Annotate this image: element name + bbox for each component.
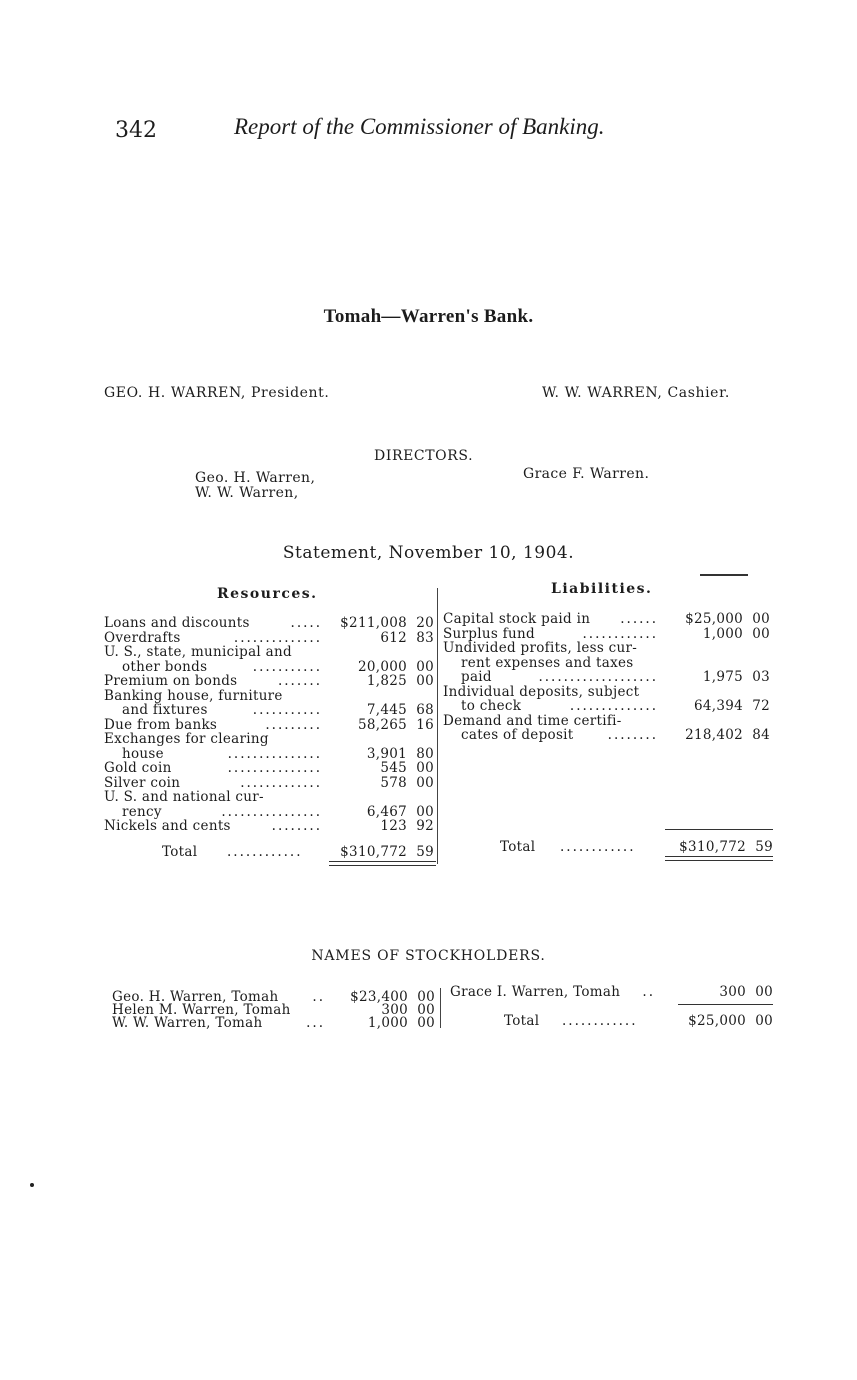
row-label: Individual deposits, subject (443, 684, 640, 699)
cents: 00 (417, 989, 435, 1005)
amount: 578 (380, 774, 407, 791)
total-amount: $25,000 (688, 1013, 746, 1029)
leader-dots: ...... (620, 612, 658, 627)
cents: 84 (752, 727, 770, 743)
row-label: U. S. and national cur- (104, 790, 264, 805)
amount: $23,400 (350, 989, 408, 1005)
resources-row (104, 616, 434, 631)
resources-row (104, 776, 434, 791)
cents: 00 (417, 1002, 435, 1018)
bank-title: Tomah—Warren's Bank. (323, 306, 534, 327)
row-label: Geo. H. Warren, Tomah (112, 990, 279, 1005)
leader-dots: ..... (290, 616, 322, 631)
row-label: rent expenses and taxes (461, 655, 634, 670)
cents: 00 (752, 611, 770, 627)
row-label: paid (461, 670, 492, 685)
resources-row (104, 790, 434, 805)
leader-dots: ............. (240, 775, 322, 790)
cents: 00 (417, 1015, 435, 1031)
row-label: Capital stock paid in (443, 612, 591, 627)
amount: 1,000 (367, 1015, 408, 1031)
amount: 123 (380, 818, 407, 834)
statement-title: Statement, November 10, 1904. (282, 543, 575, 563)
leader-dots: ............... (227, 761, 322, 776)
resources-total-row (162, 845, 434, 860)
row-label: Loans and discounts (104, 616, 250, 631)
stockholders-total-row (504, 1014, 773, 1029)
row-label: Overdrafts (104, 630, 181, 645)
row-label: Surplus fund (443, 626, 535, 641)
amount: 300 (381, 1002, 408, 1018)
leader-dots: .............. (233, 630, 322, 645)
total-label: Total (500, 840, 536, 855)
leader-dots: ............ (562, 1014, 638, 1029)
liabilities-row (443, 612, 770, 627)
total-amount: $310,772 (340, 844, 407, 860)
director-name: W. W. Warren, (195, 485, 299, 501)
amount: 612 (380, 629, 407, 646)
cents: 00 (416, 673, 434, 689)
leader-dots: ........... (252, 659, 322, 674)
liabilities-row (443, 641, 770, 656)
row-label: house (122, 746, 164, 761)
leader-dots: ................ (221, 804, 322, 819)
total-label: Total (162, 845, 198, 860)
amount: 7,445 (366, 702, 407, 718)
amount: 218,402 (685, 727, 743, 743)
director-name: Geo. H. Warren, (195, 470, 316, 486)
total-cents: 00 (755, 1013, 773, 1029)
liabilities-row (461, 728, 770, 743)
cents: 00 (416, 760, 434, 776)
leader-dots: ............... (227, 746, 322, 761)
resources-row (122, 703, 434, 718)
row-label: rency (122, 804, 162, 819)
row-label: Banking house, furniture (104, 688, 283, 703)
leader-dots: .............. (569, 699, 658, 714)
amount: 1,000 (702, 625, 743, 642)
double-rule (329, 865, 436, 866)
total-cents: 59 (755, 839, 773, 855)
leader-dots: ............ (227, 845, 303, 860)
cents: 00 (755, 984, 773, 1000)
liabilities-heading: Liabilities. (551, 581, 653, 597)
ink-speck (30, 1183, 34, 1187)
liabilities-row (443, 685, 770, 700)
resources-row (104, 631, 434, 646)
cents: 20 (416, 615, 434, 631)
total-rule (678, 1004, 773, 1005)
row-label: W. W. Warren, Tomah (112, 1016, 263, 1031)
rule (700, 574, 748, 576)
stockholders-heading: NAMES OF STOCKHOLDERS. (311, 948, 546, 964)
leader-dots: ................... (538, 670, 658, 685)
liabilities-row (461, 699, 770, 714)
liabilities-total-row (500, 840, 773, 855)
total-amount: $310,772 (679, 839, 746, 855)
leader-dots: .. (642, 985, 655, 1000)
row-label: Helen M. Warren, Tomah (112, 1003, 291, 1018)
resources-row (104, 645, 434, 660)
row-label: Premium on bonds (104, 674, 238, 689)
double-rule (665, 856, 773, 857)
amount: $211,008 (340, 615, 407, 631)
liabilities-row (461, 670, 770, 685)
resources-row (104, 718, 434, 733)
cents: 00 (752, 625, 770, 642)
page-header-title: Report of the Commissioner of Banking. (234, 114, 605, 139)
cashier-line: W. W. WARREN, Cashier. (542, 385, 730, 401)
resources-row (104, 732, 434, 747)
double-rule (329, 861, 436, 862)
total-rule (665, 829, 773, 830)
leader-dots: ........... (252, 703, 322, 718)
resources-row (104, 689, 434, 704)
resources-row (122, 747, 434, 762)
resources-heading: Resources. (217, 586, 318, 602)
leader-dots: ....... (277, 674, 322, 689)
row-label: Demand and time certifi- (443, 713, 622, 728)
row-label: Nickels and cents (104, 819, 231, 834)
column-divider (437, 588, 438, 864)
row-label: other bonds (122, 659, 208, 674)
leader-dots: .. (312, 990, 325, 1005)
cents: 72 (752, 698, 770, 714)
row-label: Gold coin (104, 761, 172, 776)
row-label: cates of deposit (461, 728, 574, 743)
resources-row (104, 674, 434, 689)
resources-row (122, 805, 434, 820)
leader-dots: ............ (560, 840, 636, 855)
amount: 1,825 (366, 673, 407, 689)
row-label: Exchanges for clearing (104, 732, 269, 747)
column-divider (440, 988, 441, 1028)
row-label: Undivided profits, less cur- (443, 641, 638, 656)
liabilities-row (443, 627, 770, 642)
row-label: Grace I. Warren, Tomah (450, 985, 621, 1000)
president-line: GEO. H. WARREN, President. (104, 385, 330, 401)
stockholder-row (112, 1016, 435, 1031)
liabilities-row (443, 714, 770, 729)
leader-dots: ........ (607, 728, 658, 743)
amount: 300 (719, 984, 746, 1000)
directors-heading: DIRECTORS. (374, 448, 474, 464)
cents: 80 (416, 745, 434, 762)
cents: 00 (416, 658, 434, 675)
leader-dots: ........ (271, 819, 322, 834)
total-cents: 59 (416, 844, 434, 860)
double-rule (665, 860, 773, 861)
amount: 58,265 (357, 716, 407, 733)
amount: 1,975 (702, 669, 743, 685)
director-name: Grace F. Warren. (523, 466, 650, 482)
liabilities-row (461, 656, 770, 671)
resources-row (122, 660, 434, 675)
row-label: Due from banks (104, 717, 218, 732)
row-label: Silver coin (104, 775, 181, 790)
amount: 545 (380, 760, 407, 776)
cents: 00 (416, 803, 434, 820)
cents: 00 (416, 774, 434, 791)
leader-dots: ......... (265, 717, 322, 732)
amount: 20,000 (357, 658, 407, 675)
page-number: 342 (115, 118, 157, 143)
amount: 64,394 (693, 698, 743, 714)
amount: $25,000 (685, 611, 743, 627)
row-label: and fixtures (122, 703, 208, 718)
leader-dots: ............ (582, 626, 658, 641)
resources-row (104, 761, 434, 776)
total-label: Total (504, 1014, 540, 1029)
row-label: U. S., state, municipal and (104, 645, 292, 660)
stockholder-row (450, 985, 773, 1000)
resources-row (104, 819, 434, 834)
row-label: to check (461, 699, 522, 714)
leader-dots: ... (306, 1016, 325, 1031)
cents: 03 (752, 669, 770, 685)
cents: 16 (416, 716, 434, 733)
cents: 83 (416, 629, 434, 646)
amount: 6,467 (366, 803, 407, 820)
cents: 68 (416, 702, 434, 718)
cents: 92 (416, 818, 434, 834)
amount: 3,901 (366, 745, 407, 762)
